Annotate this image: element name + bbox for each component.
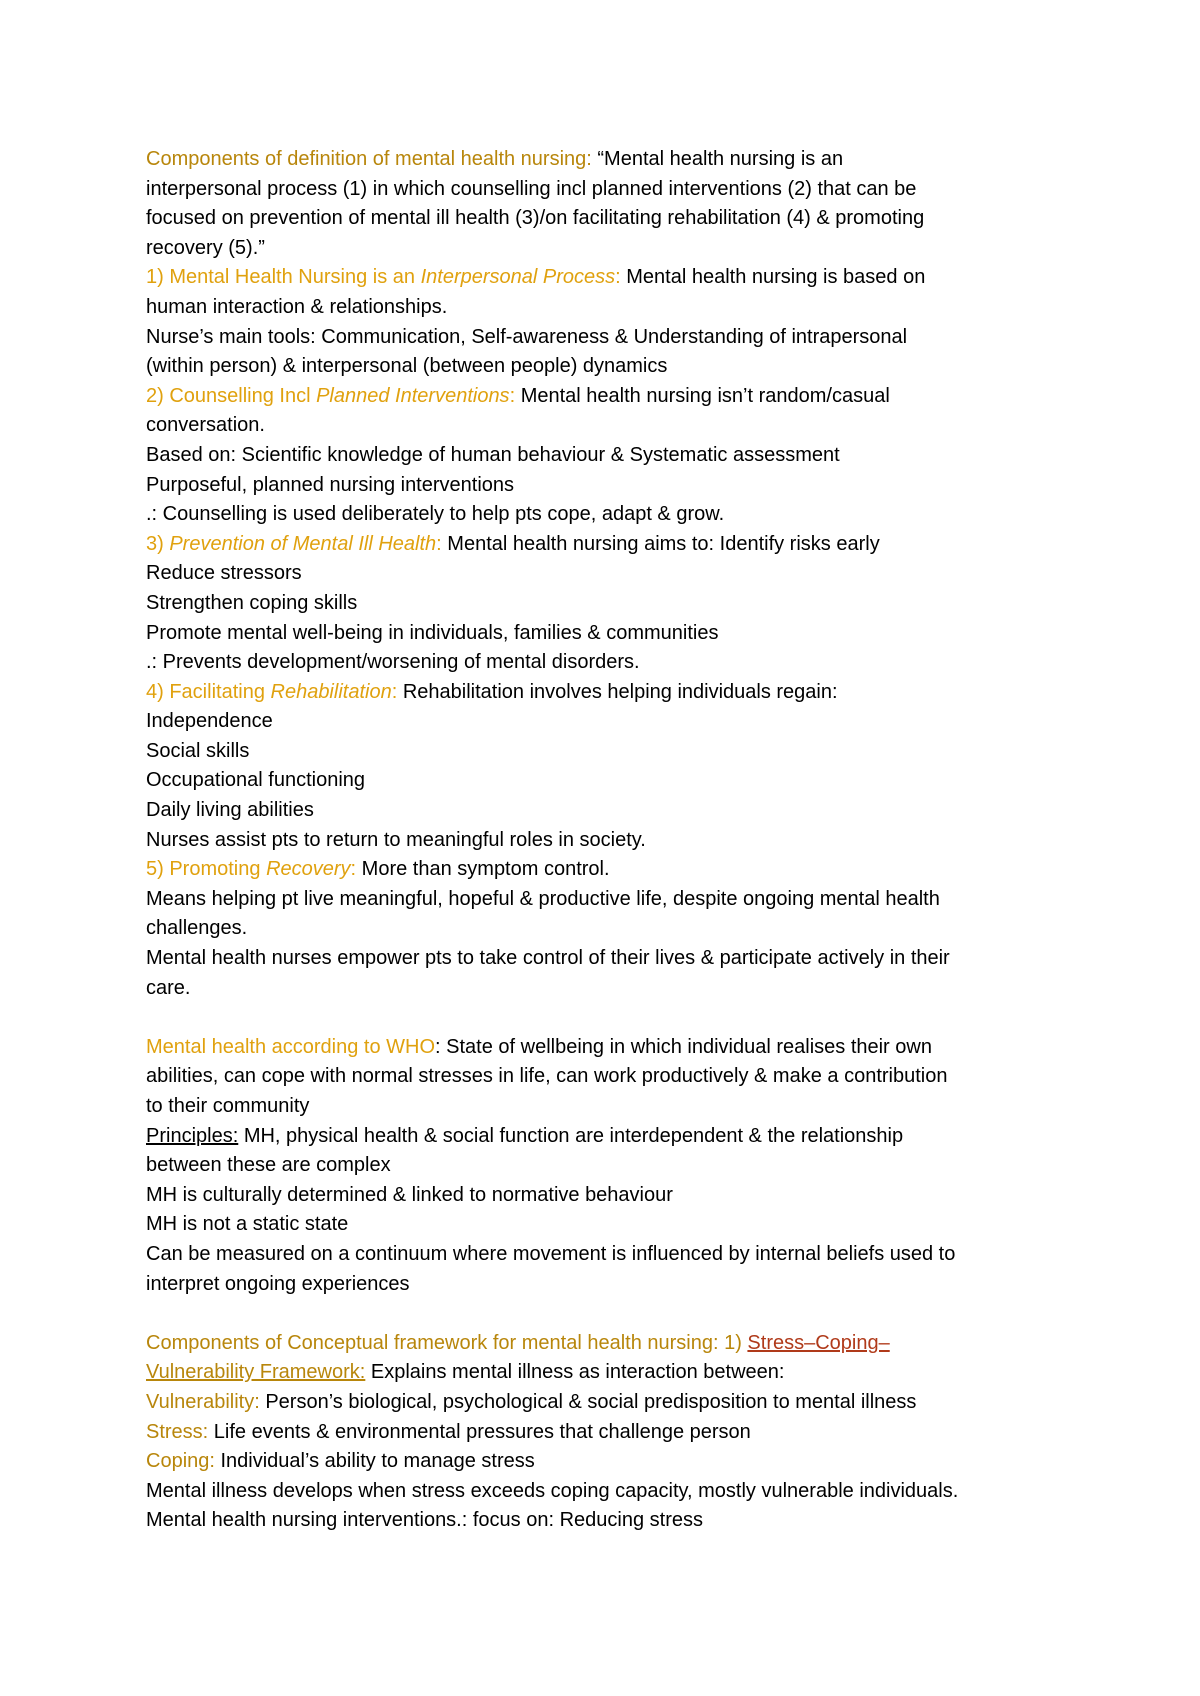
body-text: challenges. [146,917,248,940]
heading-text: Coping: [146,1450,215,1473]
body-text: .: Counselling is used deliberately to help pts cope, adapt & grow. [146,503,725,526]
heading-text: : [436,532,448,555]
heading-text: Planned Interventions [316,384,510,407]
body-text: Nurse’s main tools: Communication, Self-awareness & Understanding of intrapersonal [146,325,908,348]
text-line [146,766,1076,796]
text-line [146,796,1076,826]
text-line [146,1151,1076,1181]
heading-text: Stress–Coping– [747,1331,890,1354]
text-line [146,737,1076,767]
body-text: Mental health nursing interventions.: focus on: Reducing stress [146,1509,703,1532]
body-text: Daily living abilities [146,799,314,822]
body-text: Nurses assist pts to return to meaningful roles in society. [146,828,646,851]
body-text: interpret ongoing experiences [146,1272,410,1295]
body-text: to their community [146,1095,310,1117]
body-text: human interaction & relationships. [146,295,448,318]
heading-text: Prevention of Mental Ill Health [169,532,437,555]
text-line [146,944,1076,974]
text-line [146,323,1076,353]
body-text: Means helping pt live meaningful, hopeful & productive life, despite ongoing mental health [146,887,940,910]
text-line [146,1418,1076,1448]
body-text: (within person) & interpersonal (between people) dynamics [146,355,668,378]
text-line [146,1270,1076,1300]
text-line [146,619,1076,649]
heading-text: : [615,266,627,289]
body-text: conversation. [146,414,265,437]
body-text: Can be measured on a continuum where movement is influenced by internal beliefs used to [146,1242,956,1265]
text-line [146,1092,1076,1122]
body-text: Mental health nurses empower pts to take control of their lives & participate actively in their [146,947,950,970]
body-text: : State of wellbeing in which individual realises their own [435,1035,932,1058]
blank-line [146,1299,1076,1329]
heading-text: : [391,680,403,703]
text-line [146,1122,1076,1152]
body-text: Strengthen coping skills [146,591,358,614]
body-text: “Mental health nursing is an [597,148,844,170]
text-line [146,352,1076,382]
body-text: Based on: Scientific knowledge of human behaviour & Systematic assessment [146,443,840,466]
text-line [146,293,1076,323]
text-line [146,145,1076,175]
body-text: between these are complex [146,1154,391,1177]
body-text: More than symptom control. [361,858,610,881]
text-line [146,885,1076,915]
text-line [146,707,1076,737]
text-line [146,1062,1076,1092]
body-text: care. [146,976,191,999]
body-text: Individual’s ability to manage stress [214,1450,535,1473]
text-line [146,559,1076,589]
text-line [146,411,1076,441]
text-line [146,1210,1076,1240]
text-line [146,678,1076,708]
text-line [146,500,1076,530]
body-text: Mental health nursing is based on [626,266,926,289]
heading-text: Stress: [146,1420,209,1443]
text-line [146,530,1076,560]
heading-text: 5) Promoting [146,858,267,881]
heading-text: Mental health according to WHO [146,1035,436,1058]
text-line [146,263,1076,293]
body-text: Promote mental well-being in individuals, families & communities [146,621,719,644]
body-text: Social skills [146,739,250,762]
text-line [146,974,1076,1004]
heading-text: Rehabilitation [270,680,392,703]
text-line [146,204,1076,234]
blank-line [146,1003,1076,1033]
text-line [146,1388,1076,1418]
heading-text: 4) Facilitating [146,680,271,703]
body-text: Purposeful, planned nursing interventions [146,473,515,496]
text-line [146,826,1076,856]
heading-text: Vulnerability Framework: [146,1361,366,1384]
heading-text: 1) Mental Health Nursing is an [146,266,421,289]
body-text: recovery (5).” [146,236,265,259]
body-text: Mental health nursing aims to: Identify risks early [447,532,880,555]
body-text: .: Prevents development/worsening of mental disorders. [146,651,640,674]
body-text: Occupational functioning [146,769,366,792]
text-line [146,471,1076,501]
text-line [146,1033,1076,1063]
text-line [146,1181,1076,1211]
text-line [146,1358,1076,1388]
heading-text: 3) [146,532,170,555]
text-line [146,914,1076,944]
text-line [146,175,1076,205]
body-text: Life events & environmental pressures that challenge person [208,1420,751,1443]
heading-text: : [350,858,362,881]
body-text: interpersonal process (1) in which counselling incl planned interventions (2) that can be [146,177,917,200]
text-line [146,855,1076,885]
text-line [146,1329,1076,1359]
text-line [146,1447,1076,1477]
body-text: Rehabilitation involves helping individuals regain: [402,680,838,703]
body-text: Mental illness develops when stress exceeds coping capacity, mostly vulnerable individuals. [146,1479,959,1502]
heading-text: Components of definition of mental health nursing: [146,148,598,170]
body-text: MH is not a static state [146,1213,349,1236]
text-line [146,648,1076,678]
heading-text: Components of Conceptual framework for mental health nursing: 1) [146,1331,748,1354]
body-text: MH is culturally determined & linked to normative behaviour [146,1183,673,1206]
text-line [146,234,1076,264]
heading-text: 2) Counselling Incl [146,384,317,407]
document-page [146,145,1076,1536]
heading-text: Vulnerability: [146,1390,260,1413]
text-line [146,589,1076,619]
body-text: abilities, can cope with normal stresses in life, can work productively & make a contribution [146,1065,948,1088]
heading-text: Interpersonal Process [420,266,616,289]
body-text: Mental health nursing isn’t random/casual [520,384,890,407]
heading-text: : [509,384,521,407]
text-line [146,1240,1076,1270]
body-text: Person’s biological, psychological & social predisposition to mental illness [259,1390,917,1413]
body-text: Principles: [146,1124,239,1147]
body-text: Explains mental illness as interaction between: [365,1361,785,1384]
body-text: MH, physical health & social function are interdependent & the relationship [238,1124,904,1147]
body-text: Independence [146,710,273,733]
body-text: Reduce stressors [146,562,302,585]
text-line [146,382,1076,412]
text-line [146,441,1076,471]
heading-text: Recovery [266,858,351,881]
body-text: focused on prevention of mental ill health (3)/on facilitating rehabilitation (4) & promoting [146,207,925,230]
text-line [146,1477,1076,1507]
text-line [146,1506,1076,1536]
